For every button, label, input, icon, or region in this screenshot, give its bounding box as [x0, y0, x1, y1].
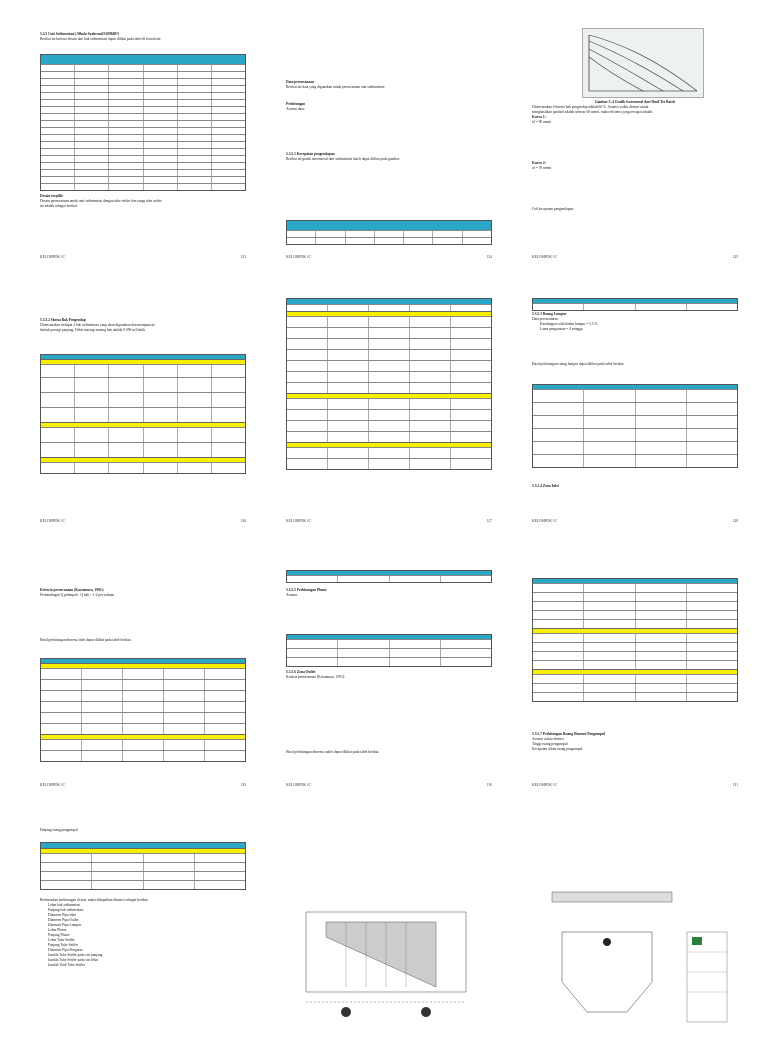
footer-group: KELOMPOK 1C [40, 783, 66, 787]
document-page-127 [266, 284, 502, 528]
body-text: Berikut ini grafik isoremoval dari sedimentasi batch dapat dilihat pada gambar: [286, 157, 400, 161]
page-number: 130 [486, 783, 492, 787]
body-text: Desain perencanaan untuk unit sedimentasi dengan tube settler dan tanpa tube settler [40, 199, 162, 203]
page-number: 127 [486, 519, 492, 523]
body-text: ini adalah sebagai berikut: [40, 204, 78, 208]
page-footer [532, 783, 738, 788]
document-page-129 [20, 548, 256, 792]
page-number: 126 [240, 519, 246, 523]
footer-group: KELOMPOK 1C [532, 519, 558, 523]
section-heading: 5.3.5.7 Perhitungan Ruang Dimensi Pengumpul [532, 732, 605, 736]
document-page-125 [512, 20, 748, 264]
page-number: 131 [732, 783, 738, 787]
body-text: Jumlah Tube Settler pada sisi panjang [48, 953, 103, 957]
body-text: Perhitungan [286, 102, 306, 106]
section-heading: Kriteria perencanaan (Kawamura, 1991): [40, 588, 105, 592]
footer-group: KELOMPOK 1C [286, 783, 312, 787]
dimension-table [40, 354, 246, 474]
outlet-table [532, 578, 738, 702]
footer-group: KELOMPOK 1C [40, 519, 66, 523]
document-page-128 [512, 284, 748, 528]
document-page-130 [266, 548, 502, 792]
body-text: Berdasarkan perhitungan di atas, maka didapatkan dimensi sebagai berikut: [40, 898, 149, 902]
criteria-table [40, 54, 246, 191]
page-number: 129 [240, 783, 246, 787]
page-footer [532, 255, 738, 260]
plume-table [286, 634, 492, 667]
body-text: Kecepatan aliran ruang pengumpul [532, 747, 583, 751]
body-text: td = 90 menit [532, 120, 552, 124]
body-text: Desain terpilih [40, 194, 63, 198]
page-footer [40, 255, 246, 260]
body-text: bentuk persegi panjang. Debit masing-masing bak adalah 0.058 m3/detik. [40, 328, 146, 332]
inlet-dimension-table [40, 658, 246, 762]
page-footer [286, 255, 492, 260]
page-number: 128 [732, 519, 738, 523]
body-text: Direncanakan terdapat 4 bak sedimentasi yang akan digunakan dan mempunyai [40, 323, 155, 327]
body-text: Direncanakan efisiensi bak pengendap adalah 60 %. Asumsi waktu detensi untuk [532, 105, 649, 109]
body-text: Panjang bak sedimentasi [48, 908, 84, 912]
page-number: 123 [240, 255, 246, 259]
body-text: Berikut ini kriteria desain dari bak sedimentasi dapat dilihat pada tabel di bawah ini: [40, 37, 162, 41]
document-page-132 [20, 812, 256, 1056]
body-text: 5.3.5.1 Kecepatan pengendapan [286, 152, 335, 156]
body-text: Kriteria perencanaan (Kawamura, 1991): [286, 675, 346, 679]
body-text: Jumlah Tube Settler pada sisi lebar [48, 958, 99, 962]
body-text: Diameter Pipa Inlet [48, 913, 77, 917]
section-heading: 5.3.5 Unit Sedimentasi (Alhalo-Syahrani23109048?) [40, 32, 120, 36]
section-heading: 5.3.5.4 Zona Inlet [532, 484, 559, 488]
body-text: td = 70 menit [532, 166, 552, 170]
body-text: Diameter Pipa Outlet [48, 918, 79, 922]
body-text: Perbandingan Q pelimpah : Q bak > 1:2 per saluran [40, 593, 115, 597]
section-heading: 5.3.5.5 Perhitungan Plume [286, 588, 327, 592]
page-footer [286, 783, 492, 788]
body-text: Kurva 1: [532, 115, 546, 119]
body-text: Panjang Plume [48, 933, 70, 937]
page-footer [40, 519, 246, 524]
body-text: Kurva 2: [532, 161, 546, 165]
small-table [286, 570, 492, 583]
footer-group: KELOMPOK 1C [286, 519, 312, 523]
body-text: Lama pengurasan = 4 minggu [540, 327, 583, 331]
body-text: Kandungan solid dalam lumpur = 5.5 % [540, 322, 598, 326]
table-header [41, 55, 245, 64]
body-text: Lebar Plume [48, 928, 67, 932]
body-text: Lebar bak sedimentasi [48, 903, 81, 907]
body-text: Asumsi data: [286, 107, 305, 111]
table-header [287, 221, 491, 230]
body-text: Panjang ruang pengumpul [40, 828, 78, 832]
footer-group: KELOMPOK 1C [40, 255, 66, 259]
body-text: Jumlah Total Tube Settler [48, 963, 85, 967]
page-number: 124 [486, 255, 492, 259]
section-heading: 5.3.5.6 Zona Outlet [286, 670, 316, 674]
small-table [532, 298, 738, 311]
body-text: Hasil perhitungan ruang lumpur dapat dilihat pada tabel berikut: [532, 362, 625, 366]
footer-group: KELOMPOK 1C [286, 255, 312, 259]
body-text: Hasil perhitungan dimensi outlet dapat dilihat pada tabel berikut. [286, 750, 380, 754]
body-text: menghasilkan partikel adalah sebesar 60 menit, maka efisiensi yang tercapai adalah: [532, 110, 654, 114]
figure-caption: Gambar C.4 Grafik Isoremoval dari Hasil Tes Batch [594, 100, 676, 104]
graph-sketch [583, 29, 703, 97]
body-text: Berikut ini data yang digunakan untuk perencanaan unit sedimentasi: [286, 85, 386, 89]
body-text: Diameter Pipa Penguras [48, 948, 83, 952]
body-text: Data perencanaan: [532, 317, 559, 321]
sludge-table [532, 384, 738, 468]
technical-drawing-page-2 [512, 812, 748, 1056]
body-text: Asumsi waktu detensi [532, 737, 564, 741]
page-footer [286, 519, 492, 524]
technical-drawing-page-1 [266, 812, 502, 1056]
collector-table [40, 842, 246, 890]
body-text: Diameter Pipa Lumpur [48, 923, 82, 927]
page-footer [40, 783, 246, 788]
footer-group: KELOMPOK 1C [532, 783, 558, 787]
body-text: Tinggi ruang pengumpul [532, 742, 568, 746]
document-page-124 [266, 20, 502, 264]
footer-group: KELOMPOK 1C [532, 255, 558, 259]
body-text: Asumsi: [286, 593, 298, 597]
body-text: Panjang Tube Settler [48, 943, 78, 947]
document-page-131 [512, 548, 748, 792]
section-heading: 5.3.5.3 Ruang Lumpur [532, 312, 567, 316]
document-page-123 [20, 20, 256, 264]
inlet-table [286, 298, 492, 470]
document-page-126 [20, 284, 256, 528]
page-footer [532, 519, 738, 524]
body-text: Hasil perhitungan dimensi inlet dapat dilihat pada tabel berikut. [40, 638, 132, 642]
body-text: Lebar Tube Settler [48, 938, 75, 942]
section-heading: Data perencanaan [286, 80, 314, 84]
sedimentation-drawing-plan [286, 892, 486, 1022]
body-text: Cek kecepatan pengendapan: [532, 207, 574, 211]
page-number: 125 [732, 255, 738, 259]
isoremoval-graph-image [582, 28, 704, 98]
section-heading: 5.3.5.2 Sketsa Bak Pengendap [40, 318, 86, 322]
settling-table [286, 220, 492, 245]
sedimentation-drawing-section [542, 872, 732, 1032]
